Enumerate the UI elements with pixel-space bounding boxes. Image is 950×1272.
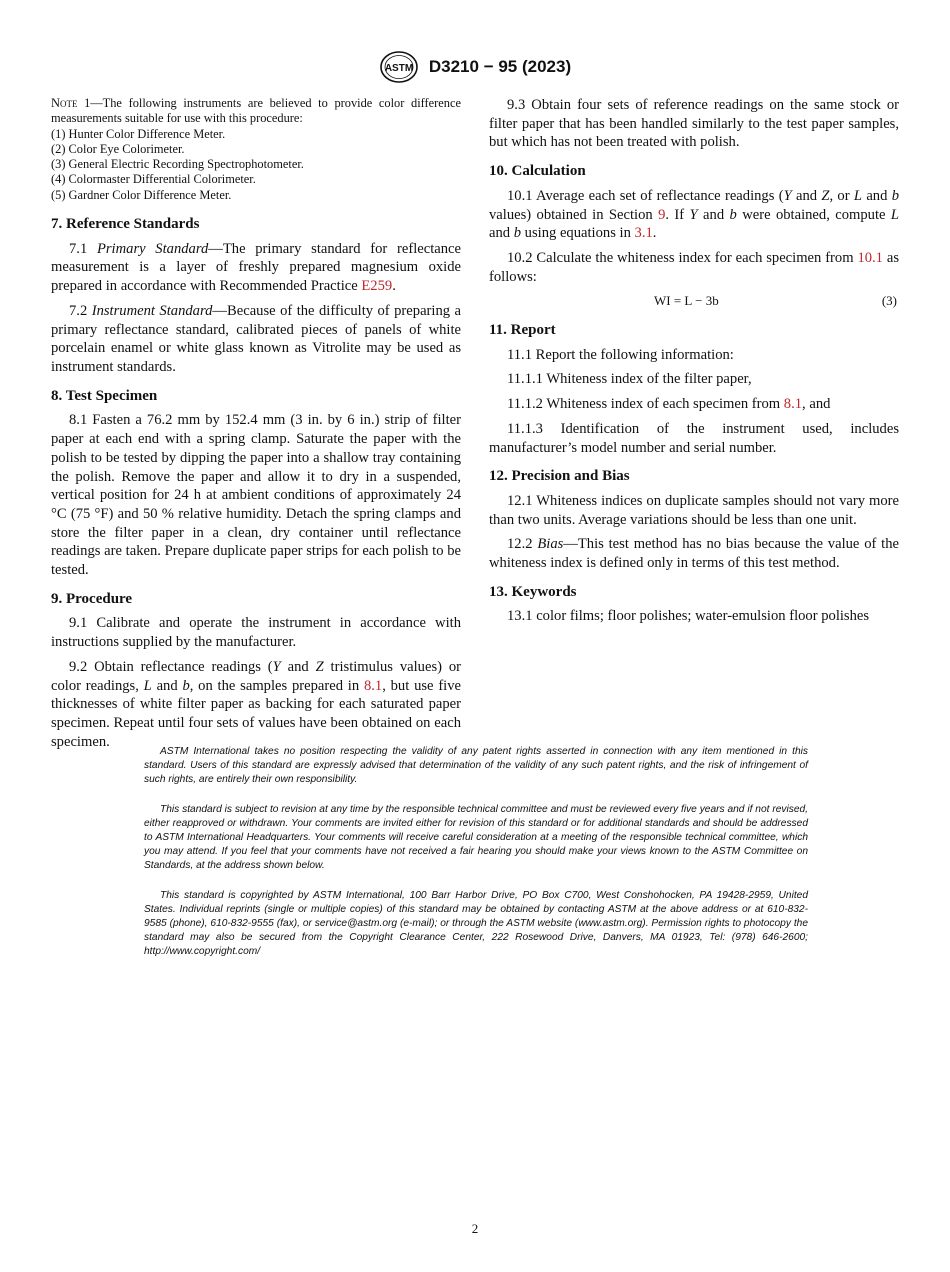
paragraph-12-1: 12.1 Whiteness indices on duplicate samples should not vary more than two units. Average variations should be less than one unit. [489,492,899,528]
equation-number: (3) [881,293,897,309]
note-1 [51,96,461,203]
ref-e259-link[interactable]: E259 [361,278,393,295]
paragraph-7-2: 7.2 Instrument Standard—Because of the difficulty of preparing a primary reflectance standard, calibrated pieces of panels of white porcelain enamel or white glass known as Vitrolite may be used as instrument standards. [51,302,461,375]
left-column [51,96,461,757]
paragraph-11-1-1: 11.1.1 Whiteness index of the filter paper, [507,371,752,388]
note-item: (3) General Electric Recording Spectrophotometer. [51,157,304,172]
paragraph-12-2: 12.2 Bias—This test method has no bias because the value of the whiteness index is defined only in terms of this test method. [489,536,899,572]
ref-3-1-link[interactable]: 3.1 [634,225,653,242]
paragraph-9-1: 9.1 Calibrate and operate the instrument in accordance with instructions supplied by the manufacturer. [51,615,461,651]
legal-footer [144,745,808,975]
note-label: Note 1 [51,96,91,110]
copyright-notice: This standard is copyrighted by ASTM International, 100 Barr Harbor Drive, PO Box C700, West Conshohocken, PA 19428-2959, United States. Individual reprints (single or multiple copies) of this standard may be obtained by contacting ASTM at the above address or at 610-832-9585 (phone), 610-832-9555 (fax), or service@astm.org (e-mail); or through the ASTM website (www.astm.org). Permission rights to photocopy the standard may also be secured from the Copyright Clearance Center, 222 Rosewood Drive, Danvers, MA 01923, Tel: (978) 646-2600; http://www.copyright.com/ [144,890,808,957]
paragraph-11-1: 11.1 Report the following information: [507,346,734,363]
ref-section-9-link[interactable]: 9 [658,206,666,223]
paragraph-9-3: 9.3 Obtain four sets of reference readings on the same stock or filter paper that has been handled similarly to the test paper samples, but which has not been treated with polish. [489,97,899,151]
revision-notice: This standard is subject to revision at any time by the responsible technical committee and must be reviewed every five years and if not revised, either reapproved or withdrawn. Your comments are invited either for revision of this standard or for additional standards and should be addressed to ASTM International Headquarters. Your comments will receive careful consideration at a meeting of the responsible technical committee, which you may attend. If you feel that your comments have not received a fair hearing you should make your views known to the ASTM Committee on Standards, at the address shown below. [144,804,808,871]
section-10-heading: 10. Calculation [489,163,586,180]
paragraph-11-1-3: 11.1.3 Identification of the instrument used, includes manufacturer’s model number and serial number. [489,420,899,456]
document-designation: D3210 − 95 (2023) [428,57,572,76]
section-7-heading: 7. Reference Standards [51,216,200,233]
paragraph-8-1: 8.1 Fasten a 76.2 mm by 152.4 mm (3 in. by 6 in.) strip of filter paper at each end with a spring clamp. Saturate the paper with the polish to be tested by dipping the paper into a shallow tray containing the polish. Remove the paper and allow it to dry in a suspended, vertical position for 24 h at ambient conditions of approximately 24 °C (75 °F) and 50 % relative humidity. Detach the spring clamps and store the filter paper in a clean, dry container until reflectance readings are taken. Prepare duplicate paper strips for each polish to be tested. [51,412,461,579]
paragraph-13-1: 13.1 color films; floor polishes; water-emulsion floor polishes [507,608,870,625]
astm-logo [379,50,419,84]
ref-8-1-link[interactable]: 8.1 [363,677,383,694]
patent-notice: ASTM International takes no position respecting the validity of any patent rights asserted in connection with any item mentioned in this standard. Users of this standard are expressly advised that determination of the validity of any such patent rights, and the risk of infringement of such rights, are entirely their own responsibility. [144,746,808,785]
note-item: (1) Hunter Color Difference Meter. [51,126,226,141]
note-item: (4) Colormaster Differential Colorimeter. [51,172,256,187]
paragraph-10-2: 10.2 Calculate the whiteness index for each specimen from 10.1 as follows: [489,249,900,285]
page-number: 2 [471,1221,479,1236]
section-9-heading: 9. Procedure [51,590,133,607]
paragraph-7-1: 7.1 Primary Standard—The primary standard for reflectance measurement is a layer of freshly prepared magnesium oxide prepared in accordance with Recommended Practice E259. [51,240,461,295]
note-item: (2) Color Eye Colorimeter. [51,141,185,156]
note-item: (5) Gardner Color Difference Meter. [51,187,232,202]
section-13-heading: 13. Keywords [489,583,577,600]
right-column [489,96,899,632]
equation-formula: WI = L − 3b [654,293,719,309]
note-text: —The following instruments are believed to provide color difference measurements suitable for use with this procedure: [51,96,461,126]
equation-3 [489,292,899,311]
page-header [0,50,950,84]
ref-8-1-link[interactable]: 8.1 [783,396,803,413]
section-8-heading: 8. Test Specimen [51,387,158,404]
section-11-heading: 11. Report [489,322,556,339]
paragraph-9-2: 9.2 Obtain reflectance readings (Y and Z tristimulus values) or color readings, L and b, on the samples prepared in 8.1, but use five thicknesses of white filter paper as backing for each saturated paper specimen. Repeat until four sets of values have been obtained on each specimen. [51,658,462,750]
paragraph-10-1: 10.1 Average each set of reflectance readings (Y and Z, or L and b values) obtained in Section 9. If Y and b were obtained, compute L and b using equations in 3.1. [489,187,899,242]
paragraph-11-1-2: 11.1.2 Whiteness index of each specimen from 8.1, and [507,396,831,413]
ref-10-1-link[interactable]: 10.1 [857,249,883,266]
svg-text:ASTM: ASTM [384,63,414,74]
section-12-heading: 12. Precision and Bias [489,468,630,485]
